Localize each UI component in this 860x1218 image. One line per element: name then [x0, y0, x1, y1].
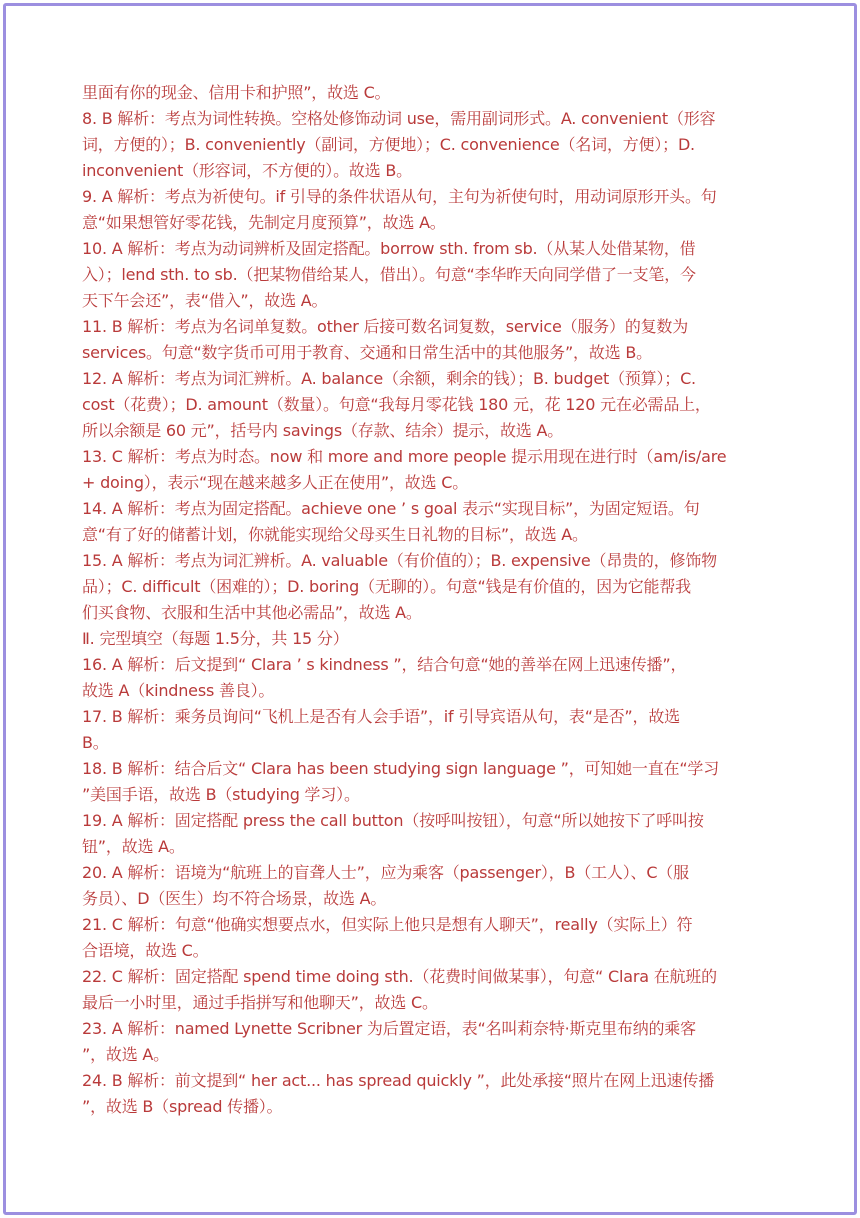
text-line: 24. B 解析：前文提到“ her act... has spread quickly ”，此处承接“照片在网上迅速传播: [82, 1071, 714, 1090]
text-line: B。: [82, 733, 109, 752]
text-line: 钮”，故选 A。: [82, 837, 185, 856]
text-line: + doing），表示“现在越来越多人正在使用”，故选 C。: [82, 473, 469, 492]
text-line: 18. B 解析：结合后文“ Clara has been studying sign language ”，可知她一直在“学习: [82, 759, 720, 778]
text-line: cost（花费）；D. amount（数量）。句意“我每月零花钱 180 元，花 120 元在必需品上，: [82, 395, 711, 414]
text-line: inconvenient（形容词，不方便的）。故选 B。: [82, 161, 412, 180]
text-line: 故选 A（kindness 善良）。: [82, 681, 275, 700]
text-line: 23. A 解析：named Lynette Scribner 为后置定语，表“名叫莉奈特·斯克里布纳的乘客: [82, 1019, 696, 1038]
text-line: 务员）、D（医生）均不符合场景，故选 A。: [82, 889, 387, 908]
text-line: 天下午会还”，表“借入”，故选 A。: [82, 291, 328, 310]
answer-explanations: [82, 80, 782, 1120]
text-line: 们买食物、衣服和生活中其他必需品”，故选 A。: [82, 603, 422, 622]
text-line: 意“如果想管好零花钱，先制定月度预算”，故选 A。: [82, 213, 446, 232]
text-line: 最后一小时里，通过手指拼写和他聊天”，故选 C。: [82, 993, 438, 1012]
text-line: 意“有了好的储蓄计划，你就能实现给父母买生日礼物的目标”，故选 A。: [82, 525, 588, 544]
text-line: 品）；C. difficult（困难的）；D. boring（无聊的）。句意“钱是有价值的，因为它能帮我: [82, 577, 691, 596]
text-line: 入）；lend sth. to sb.（把某物借给某人，借出）。句意“李华昨天向同学借了一支笔，今: [82, 265, 696, 284]
text-line: 22. C 解析：固定搭配 spend time doing sth.（花费时间做某事），句意“ Clara 在航班的: [82, 967, 717, 986]
text-line: 所以余额是 60 元”，括号内 savings（存款、结余）提示，故选 A。: [82, 421, 564, 440]
text-line: 21. C 解析：句意“他确实想要点水，但实际上他只是想有人聊天”，really（实际上）符: [82, 915, 693, 934]
text-line: 里面有你的现金、信用卡和护照”，故选 C。: [82, 83, 391, 102]
text-line: 11. B 解析：考点为名词单复数。other 后接可数名词复数，service（服务）的复数为: [82, 317, 689, 336]
text-line: services。句意“数字货币可用于教育、交通和日常生活中的其他服务”，故选 B。: [82, 343, 652, 362]
text-line: 16. A 解析：后文提到“ Clara ’ s kindness ”，结合句意“她的善举在网上迅速传播”，: [82, 655, 687, 674]
text-line: 20. A 解析：语境为“航班上的盲聋人士”，应为乘客（passenger），B（工人）、C（服: [82, 863, 689, 882]
text-line: 词，方便的）；B. conveniently（副词，方便地）；C. convenience（名词，方便）；D.: [82, 135, 695, 154]
section-heading: Ⅱ. 完型填空（每题 1.5分，共 15 分）: [82, 629, 349, 648]
text-line: ”，故选 B（spread 传播）。: [82, 1097, 283, 1116]
text-line: 9. A 解析：考点为祈使句。if 引导的条件状语从句，主句为祈使句时，用动词原形开头。句: [82, 187, 717, 206]
text-line: ”，故选 A。: [82, 1045, 169, 1064]
text-line: 合语境，故选 C。: [82, 941, 209, 960]
text-line: 8. B 解析：考点为词性转换。空格处修饰动词 use，需用副词形式。A. convenient（形容: [82, 109, 716, 128]
text-line: 15. A 解析：考点为词汇辨析。A. valuable（有价值的）；B. expensive（昂贵的，修饰物: [82, 551, 717, 570]
text-line: 10. A 解析：考点为动词辨析及固定搭配。borrow sth. from sb.（从某人处借某物，借: [82, 239, 696, 258]
text-line: 14. A 解析：考点为固定搭配。achieve one ’ s goal 表示“实现目标”，为固定短语。句: [82, 499, 700, 518]
text-line: 13. C 解析：考点为时态。now 和 more and more people 提示用现在进行时（am/is/are: [82, 447, 727, 466]
text-line: ”美国手语，故选 B（studying 学习）。: [82, 785, 360, 804]
text-line: 12. A 解析：考点为词汇辨析。A. balance（余额，剩余的钱）；B. budget（预算）；C.: [82, 369, 696, 388]
text-line: 19. A 解析：固定搭配 press the call button（按呼叫按钮），句意“所以她按下了呼叫按: [82, 811, 704, 830]
text-line: 17. B 解析：乘务员询问“飞机上是否有人会手语”，if 引导宾语从句，表“是否”，故选: [82, 707, 680, 726]
